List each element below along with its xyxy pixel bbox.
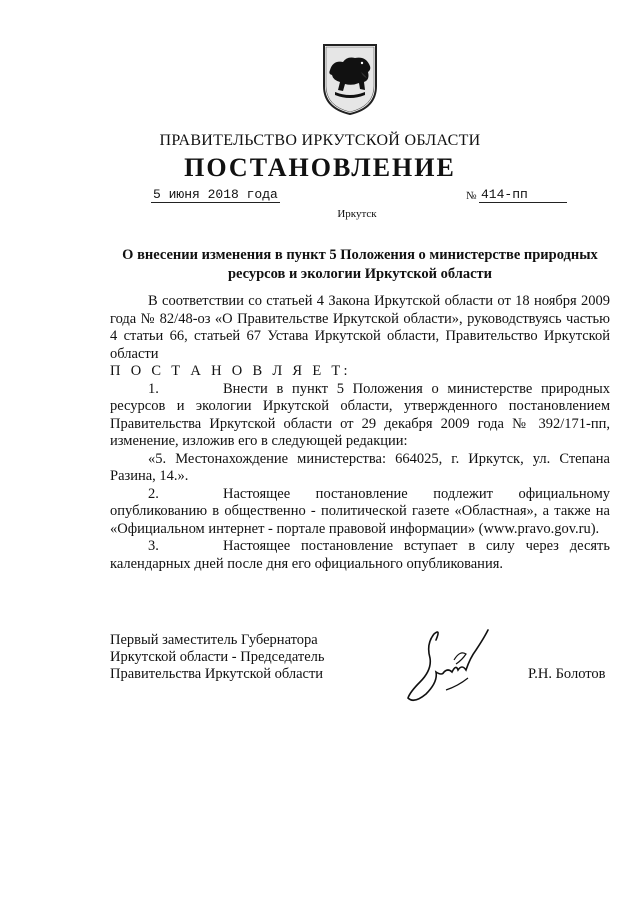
item-2 <box>110 486 610 539</box>
coat-of-arms-emblem <box>321 42 379 116</box>
document-title <box>110 246 610 284</box>
document-body <box>110 293 610 573</box>
item-2-text: Настоящее постановление подлежит официальному опубликованию в общественно - политической газете «Областная», а также на «Официальном интернет - портале правовой информации» (www.pravo.gov.ru). <box>110 485 610 537</box>
item-3-number: 3. <box>148 538 159 554</box>
decree-word: П О С Т А Н О В Л Я Е Т: <box>110 363 351 379</box>
item-2-number: 2. <box>148 485 159 502</box>
signatory-name: Р.Н. Болотов <box>528 666 606 682</box>
preamble-paragraph: В соответствии со статьей 4 Закона Иркутской области от 18 ноября 2009 года № 82/48-оз «О Правительстве Иркутской области», руководствуясь частью 4 статьи 66, статьей 67 Устава Иркутской области, Правительство Иркутской области <box>110 293 610 362</box>
item-3 <box>110 538 610 573</box>
item-1-text: Внести в пункт 5 Положения о министерстве природных ресурсов и экологии Иркутской области, утвержденного постановлением Правительства Иркутской области от 29 декабря 2009 года № 392/171-пп, изменение, изложив его в следующей редакции: <box>110 380 610 449</box>
signatory-line-3: Правительства Иркутской области <box>110 666 324 682</box>
signatory-position <box>110 632 325 683</box>
government-name: ПРАВИТЕЛЬСТВО ИРКУТСКОЙ ОБЛАСТИ <box>159 132 481 149</box>
number-sign: № <box>466 190 477 202</box>
document-date: 5 июня 2018 года <box>153 187 278 202</box>
handwritten-signature <box>396 620 496 710</box>
document-number: 414-пп <box>479 187 567 203</box>
signatory-line-2: Иркутской области - Председатель <box>110 649 325 665</box>
item-3-text: Настоящее постановление вступает в силу через десять календарных дней после дня его официального опубликования. <box>110 538 610 572</box>
title-line-2: ресурсов и экологии Иркутской области <box>227 266 493 282</box>
city-name: Иркутск <box>337 208 377 220</box>
signatory-line-1: Первый заместитель Губернатора <box>110 632 318 648</box>
item-1-number: 1. <box>148 380 159 397</box>
item-1 <box>110 381 610 451</box>
title-line-1: О внесении изменения в пункт 5 Положения о министерстве природных <box>122 247 598 263</box>
document-type: ПОСТАНОВЛЕНИЕ <box>184 153 456 182</box>
item-1-quote: «5. Местонахождение министерства: 664025, г. Иркутск, ул. Степана Разина, 14.». <box>110 450 610 484</box>
